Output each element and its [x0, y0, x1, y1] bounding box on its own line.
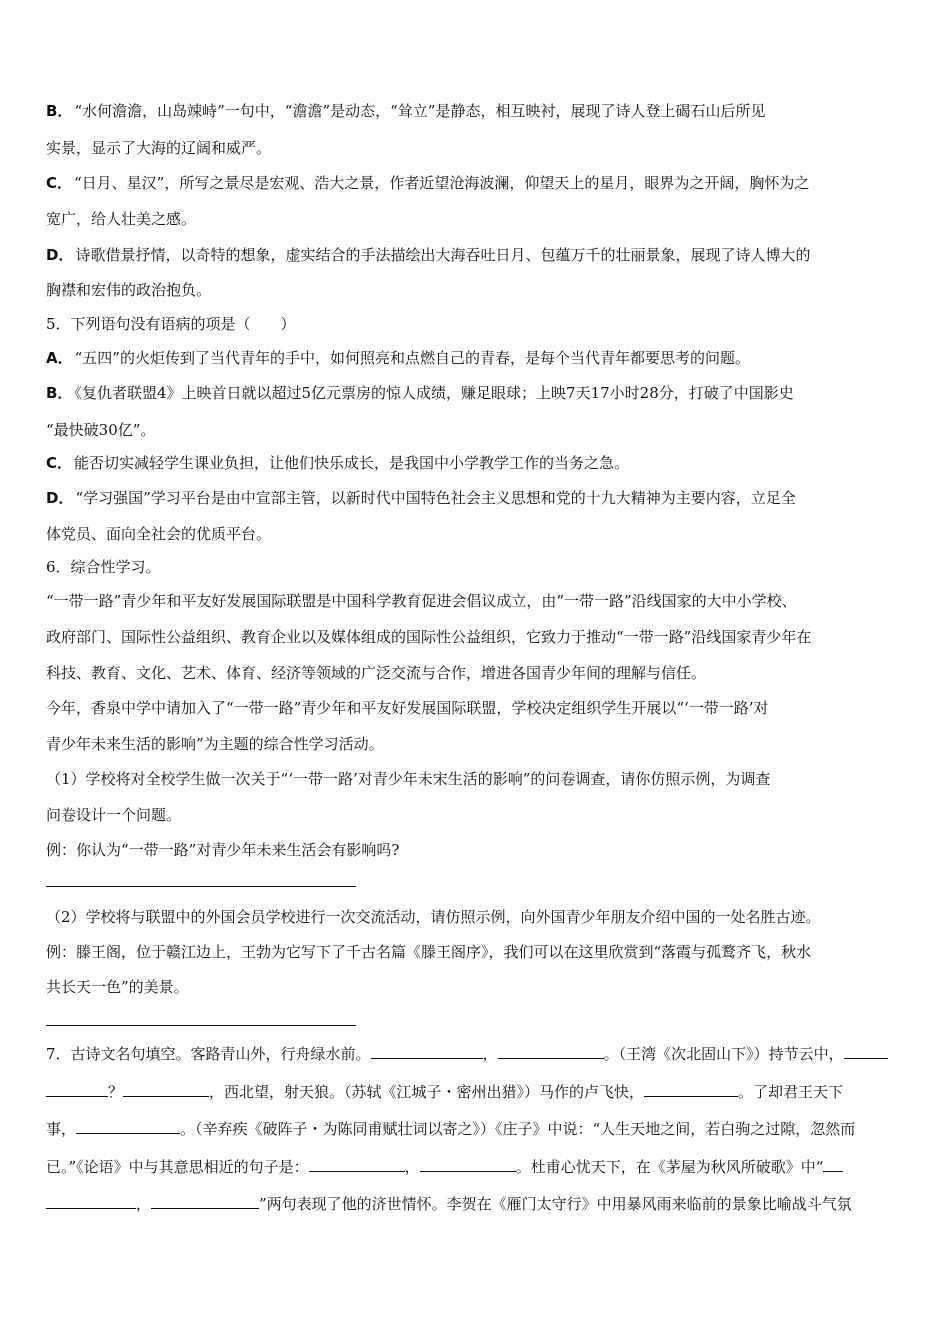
q4-option-d-line1: D． 诗歌借景抒情，以奇特的想象，虚实结合的手法描绘出大海吞吐日月、包蕴万千的壮丽景象，展现了诗人博大的 — [46, 246, 811, 264]
q7-line5: ， ”两句表现了他的济世情怀。李贺在《雁门太守行》中用暴风雨来临前的景象比喻战斗气氛 — [46, 1194, 852, 1214]
q6-sub1-line2: 问卷设计一个问题。 — [46, 806, 182, 824]
q5-option-b-line2: “最快破30亿”。 — [46, 421, 156, 439]
q7-blank-4[interactable] — [123, 1082, 209, 1097]
q6-stem: 6．综合性学习。 — [46, 558, 161, 576]
q5-option-d-line2: 体党员、面向全社会的优质平台。 — [46, 525, 272, 543]
q7-blank-5[interactable] — [644, 1082, 738, 1097]
q7-line1: 7．古诗文名句填空。客路青山外，行舟绿水前。 ， 。（王湾《次北固山下》）持节云中， — [46, 1044, 888, 1064]
q7-line3: 事， 。（辛弃疾《破阵子・为陈同甫赋壮词以寄之》）《庄子》中说：“人生天地之间，若白驹之过隙，忽然而 — [46, 1120, 856, 1138]
q7-line4: 已。”《论语》中与其意思相近的句子是： ， 。杜甫心忧天下，在《茅屋为秋风所破歌》中“ — [46, 1157, 843, 1177]
q4-option-d-line2: 胸襟和宏伟的政治抱负。 — [46, 281, 212, 299]
q5-option-b-line1: B． 《复仇者联盟4》上映首日就以超过5亿元票房的惊人成绩，赚足眼球；上映7天17小时28分，打破了中国影史 — [46, 384, 794, 402]
q6-sub2-answer-line[interactable] — [46, 1025, 356, 1026]
q4-option-b-line1: B． “水何澹澹，山岛竦峙”一句中，“澹澹”是动态，“耸立”是静态，相互映衬，展现了诗人登上碣石山后所见 — [46, 102, 766, 120]
q7-blank-9[interactable] — [823, 1157, 843, 1172]
q6-paragraph1-line2: 政府部门、国际性公益组织、教育企业以及媒体组成的国际性公益组织，它致力于推动“一带一路”沿线国家青少年在 — [46, 628, 812, 646]
q6-paragraph2-line1: 今年，香泉中学中请加入了“一带一路”青少年和平友好发展国际联盟，学校决定组织学生开展以“‘一带一路’对 — [46, 699, 769, 717]
q7-blank-7[interactable] — [309, 1157, 405, 1172]
q6-paragraph1-line1: “一带一路”青少年和平友好发展国际联盟是中国科学教育促进会倡议成立，由“一带一路”沿线国家的大中小学校、 — [46, 592, 797, 610]
q4-option-c-line2: 宽广，给人壮美之感。 — [46, 210, 197, 228]
q7-blank-9-cont[interactable] — [46, 1194, 136, 1209]
q6-sub1-answer-line[interactable] — [46, 886, 356, 887]
q7-blank-1[interactable] — [371, 1044, 483, 1059]
q7-line2: ？ ，西北望，射天狼。（苏轼《江城子・密州出猎》）马作的卢飞快， 。了却君王天下 — [46, 1082, 843, 1102]
q6-sub2-line3: 共长天一色”的美景。 — [46, 978, 189, 996]
q6-paragraph2-line2: 青少年未来生活的影响”为主题的综合性学习活动。 — [46, 735, 384, 753]
q6-sub1-example: 例：你认为“一带一路”对青少年未来生活会有影响吗? — [46, 841, 400, 859]
q5-stem: 5．下列语句没有语病的项是（ ） — [46, 315, 296, 333]
q7-blank-3[interactable] — [844, 1044, 888, 1059]
q6-sub2-line1: （2）学校将与联盟中的外国会员学校进行一次交流活动，请仿照示例，向外国青少年朋友介绍中国的一处名胜古迹。 — [46, 908, 821, 926]
q5-option-c: C． 能否切实减轻学生课业负担，让他们快乐成长，是我国中小学教学工作的当务之急。 — [46, 454, 630, 472]
q5-option-d-line1: D． “学习强国”学习平台是由中宣部主管，以新时代中国特色社会主义思想和党的十九大精神为主要内容，立足全 — [46, 489, 796, 507]
q7-blank-2[interactable] — [498, 1044, 604, 1059]
q6-paragraph1-line3: 科技、教育、文化、艺术、体育、经济等领域的广泛交流与合作，增进各国青少年间的理解与信任。 — [46, 664, 707, 682]
q6-sub2-line2: 例：滕王阁，位于赣江边上，王勃为它写下了千古名篇《滕王阁序》，我们可以在这里欣赏到“落霞与孤鹜齐飞，秋水 — [46, 943, 812, 961]
q5-option-a: A． “五四”的火炬传到了当代青年的手中，如何照亮和点燃自己的青春，是每个当代青年都要思考的问题。 — [46, 349, 750, 367]
q7-blank-6[interactable] — [76, 1119, 180, 1134]
q7-blank-3-cont[interactable] — [46, 1082, 108, 1097]
q4-option-b-line2: 实景，显示了大海的辽阔和威严。 — [46, 139, 272, 157]
q6-sub1-line1: （1）学校将对全校学生做一次关于“‘一带一路’对青少年未宋生活的影响”的问卷调查，请你仿照示例，为调查 — [46, 770, 771, 788]
q4-option-c-line1: C． “日月、星汉”，所写之景尽是宏观、浩大之景，作者近望沧海波澜，仰望天上的星月，眼界为之开阔，胸怀为之 — [46, 174, 810, 192]
q7-blank-10[interactable] — [151, 1194, 259, 1209]
q7-blank-8[interactable] — [420, 1157, 516, 1172]
